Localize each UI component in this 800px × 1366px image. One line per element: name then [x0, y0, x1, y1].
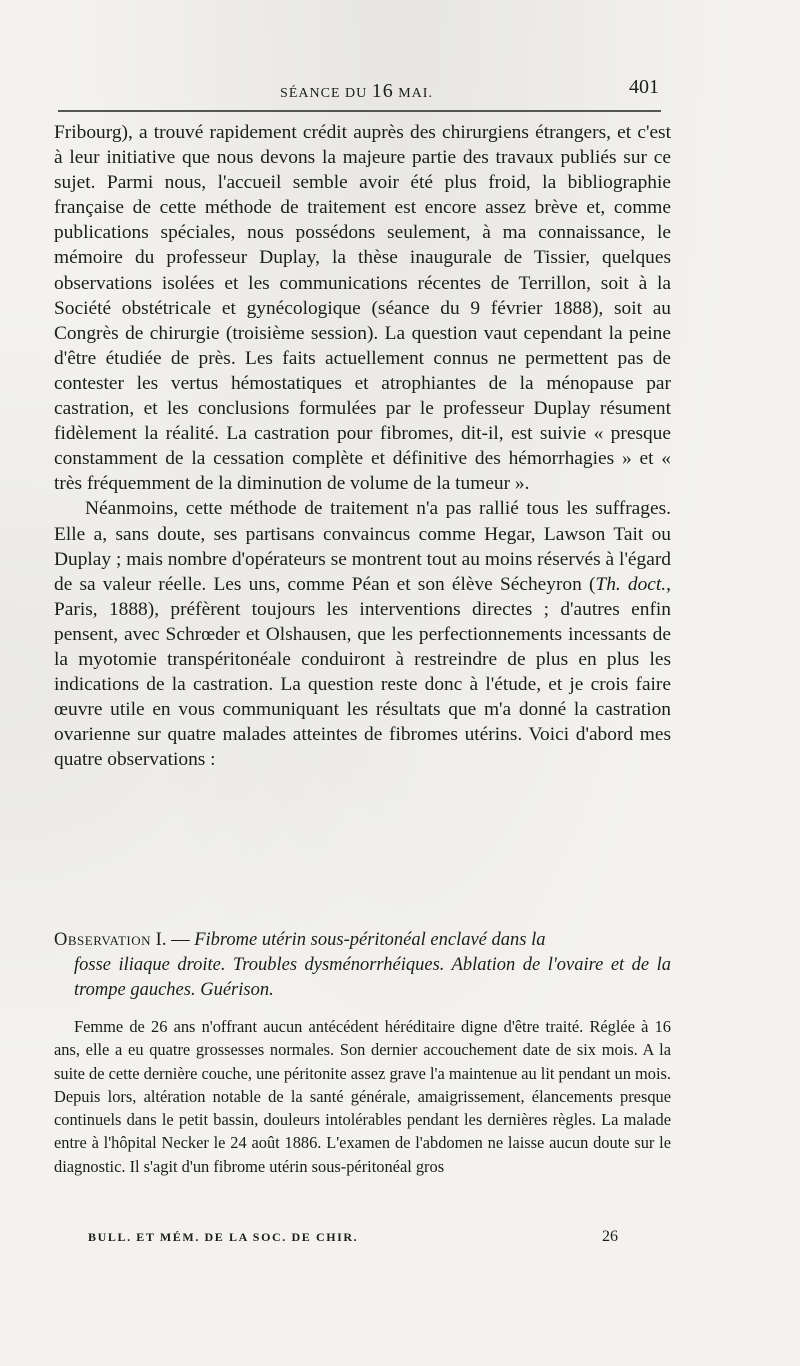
header-rule: [58, 110, 661, 112]
running-title-prefix: SÉANCE DU: [280, 86, 368, 101]
footer-signature: BULL. ET MÉM. DE LA SOC. DE CHIR.: [88, 1230, 359, 1244]
main-text: [54, 120, 671, 772]
paragraph-2-citation: Th. doct.: [595, 573, 667, 595]
observation-label: Observation: [54, 930, 152, 950]
observation-title-rest: fosse iliaque droite. Troubles dysménorrhéiques. Ablation de l'ovaire et de la trompe gauches. Guérison.: [74, 955, 671, 1000]
running-title-month: MAI.: [398, 86, 433, 101]
paragraph-2-start: Néanmoins, cette méthode de traitement n'a pas rallié tous les suffrages. Elle a, sans doute, ses partisans convaincus comme Hegar, Lawson Tait ou Duplay ; mais nombre d'opérateurs se montrent tout au moins réservés à l'égard de sa valeur réelle. Les uns, comme Péan et son élève Sécheyron (: [54, 498, 671, 595]
observation-number: I. —: [155, 930, 190, 950]
running-title-day: 16: [371, 80, 394, 102]
footer: [54, 1228, 671, 1250]
observation-title-line-1: Fibrome utérin sous-péritonéal enclavé dans la: [194, 930, 546, 950]
paragraph-2-end: , Paris, 1888), préfèrent toujours les interventions directes ; d'autres enfin pensent, avec Schrœder et Olshausen, que les perfectionnements incessants de la myotomie transpéritonéale conduiront à restreindre de plus en plus les indications de la castration. La question reste donc à l'étude, et je crois faire œuvre utile en vous communiquant les résultats que m'a donné la castration ovarienne sur quatre malades atteintes de fibromes utérins. Voici d'abord mes quatre observations :: [54, 573, 671, 771]
paragraph-2: [54, 496, 671, 772]
paragraph-1: Fribourg), a trouvé rapidement crédit auprès des chirurgiens étrangers, et c'est à leur initiative que nous devons la majeure partie des travaux publiés sur ce sujet. Parmi nous, l'accueil semble avoir été plus froid, la bibliographie française de cette méthode de traitement est encore assez brève et, comme publications spéciales, nous possédons seulement, à ma connaissance, le mémoire du professeur Duplay, la thèse inaugurale de Tissier, quelques observations isolées et les communications récentes de Terrillon, soit à la Société obstétricale et gynécologique (séance du 9 février 1888), soit au Congrès de chirurgie (troisième session). La question vaut cependant la peine d'être étudiée de près. Les faits actuellement connus ne permettent pas de contester les vertus hémostatiques et atrophiantes de la ménopause par castration, et les conclusions formulées par le professeur Duplay résument fidèlement la réalité. La castration pour fibromes, dit-il, est suivie « presque constamment de la cessation complète et définitive des hémorrhagies » et « très fréquemment de la diminution de volume de la tumeur ».: [54, 122, 671, 495]
running-title: [54, 80, 659, 103]
footer-sheet-number: 26: [602, 1228, 618, 1245]
observation-text: Femme de 26 ans n'offrant aucun antécédent héréditaire digne d'être traité. Réglée à 16 ans, elle a eu quatre grossesses normales. Son dernier accouchement date de six mois. A la suite de cette dernière couche, une péritonite assez grave l'a maintenue au lit pendant un mois. Depuis lors, altération notable de la santé générale, amaigrissement, élancements presque continuels dans le petit bassin, douleurs intolérables pendant les dernières règles. La malade entre à l'hôpital Necker le 24 août 1886. L'examen de l'abdomen ne laisse aucun doute sur le diagnostic. Il s'agit d'un fibrome utérin sous-péritonéal gros: [54, 1017, 671, 1176]
page-number: 401: [629, 76, 659, 98]
observation-heading: [54, 928, 671, 1003]
running-head: [54, 76, 659, 100]
